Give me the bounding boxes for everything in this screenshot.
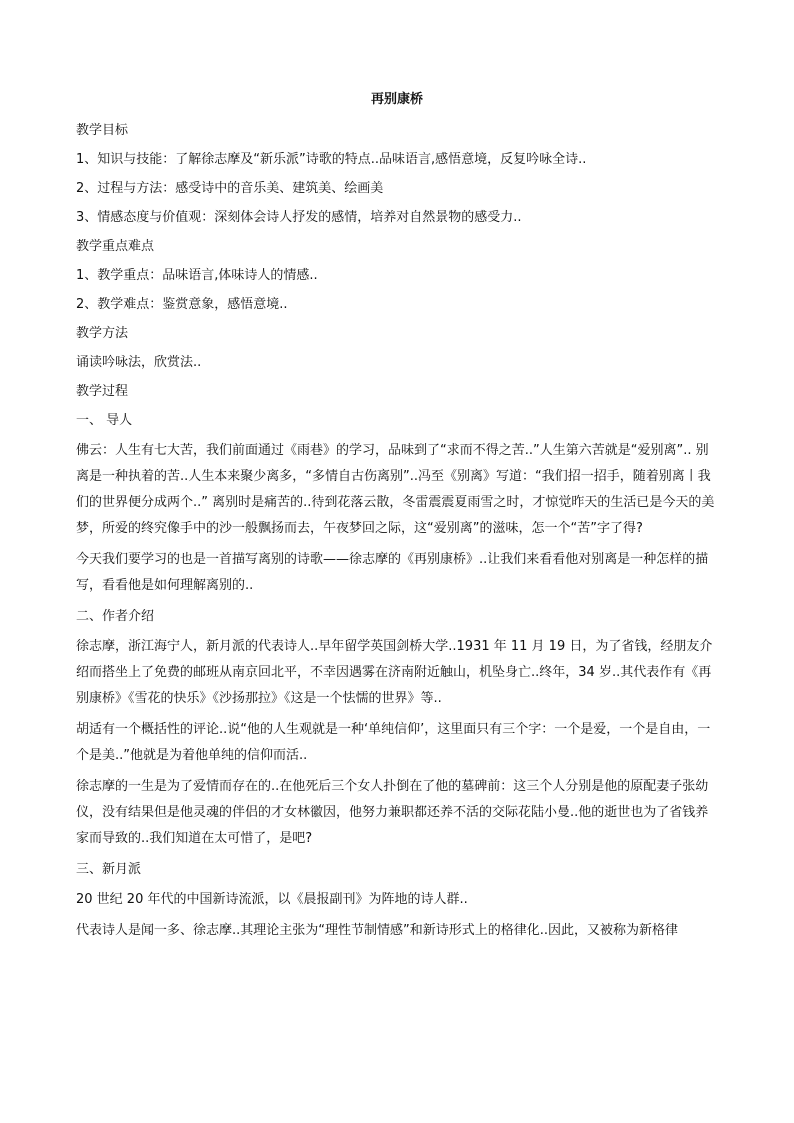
- author-paragraph-1: 徐志摩，浙江海宁人，新月派的代表诗人..早年留学英国剑桥大学..1931 年 11 月 19 日，为了省钱，经朋友介绍而搭坐上了免费的邮班从南京回北平，不幸因遇雾在济南附近触山，机坠身亡..终年，34 岁..其代表作有《再别康桥》《雪花的快乐》《沙扬那拉》《这是一个怯懦的世界》等..: [76, 639, 713, 706]
- intro-paragraph-2: 今天我们要学习的也是一首描写离别的诗歌——徐志摩的《再别康桥》..让我们来看看他对别离是一种怎样的描写，看看他是如何理解离别的..: [76, 552, 709, 593]
- document-title: 再别康桥: [370, 92, 423, 107]
- goal-emotion: 3、情感态度与价值观：深刻体会诗人抒发的感情，培养对自然景物的感受力..: [76, 210, 522, 225]
- process-heading: 教学过程: [76, 384, 129, 399]
- method-text: 诵读吟咏法，欣赏法..: [76, 355, 202, 370]
- key-point: 1、教学重点：品味语言,体味诗人的情感..: [76, 268, 318, 283]
- author-paragraph-3: 徐志摩的一生是为了爱情而存在的..在他死后三个女人扑倒在了他的墓碑前：这三个人分别是他的原配妻子张幼仪，没有结果但是他灵魂的伴侣的才女林徽因，他努力兼职都还养不活的交际花陆小曼..他的逝世也为了省钱养家而导致的..我们知道在太可惜了，是吧?: [76, 779, 709, 846]
- intro-heading: 一、 导人: [76, 413, 133, 428]
- goals-heading: 教学目标: [76, 123, 129, 138]
- key-points-heading: 教学重点难点: [76, 239, 155, 254]
- document-body: [76, 118, 716, 944]
- author-paragraph-2: 胡适有一个概括性的评论..说“他的人生观就是一种‘单纯信仰’，这里面只有三个字：一个是爱，一个是自由，一个是美..”他就是为着他单纯的信仰而活..: [76, 722, 711, 763]
- crescent-paragraph-1: 20 世纪 20 年代的中国新诗流派，以《晨报副刊》为阵地的诗人群..: [76, 892, 468, 907]
- author-heading: 二、作者介绍: [76, 609, 155, 624]
- method-heading: 教学方法: [76, 326, 129, 341]
- goal-process: 2、过程与方法：感受诗中的音乐美、建筑美、绘画美: [76, 181, 384, 196]
- goal-knowledge: 1、知识与技能：了解徐志摩及“新乐派”诗歌的特点..品味语言,感悟意境，反复吟咏全诗..: [76, 152, 587, 167]
- intro-paragraph-1: 佛云：人生有七大苦，我们前面通过《雨巷》的学习，品味到了“求而不得之苦..”人生第六苦就是“爱别离”.. 别离是一种执着的苦..人生本来聚少离多，“多情自古伤离别”..冯至《别离》写道：“我们招一招手，随着别离丨我们的世界便分成两个..” 离别时是痛苦的..待到花落云散，冬雷震震夏雨雪之时，才惊觉昨天的生活已是今天的美梦，所爱的终究像手中的沙一般飘扬而去，午夜梦回之际，这“爱别离”的滋味，怎一个“苦”字了得?: [76, 443, 715, 536]
- crescent-paragraph-2: 代表诗人是闻一多、徐志摩..其理论主张为“理性节制情感”和新诗形式上的格律化..因此，又被称为新格律: [76, 923, 678, 938]
- difficult-point: 2、教学难点：鉴赏意象，感悟意境..: [76, 297, 288, 312]
- crescent-heading: 三、新月派: [76, 862, 142, 877]
